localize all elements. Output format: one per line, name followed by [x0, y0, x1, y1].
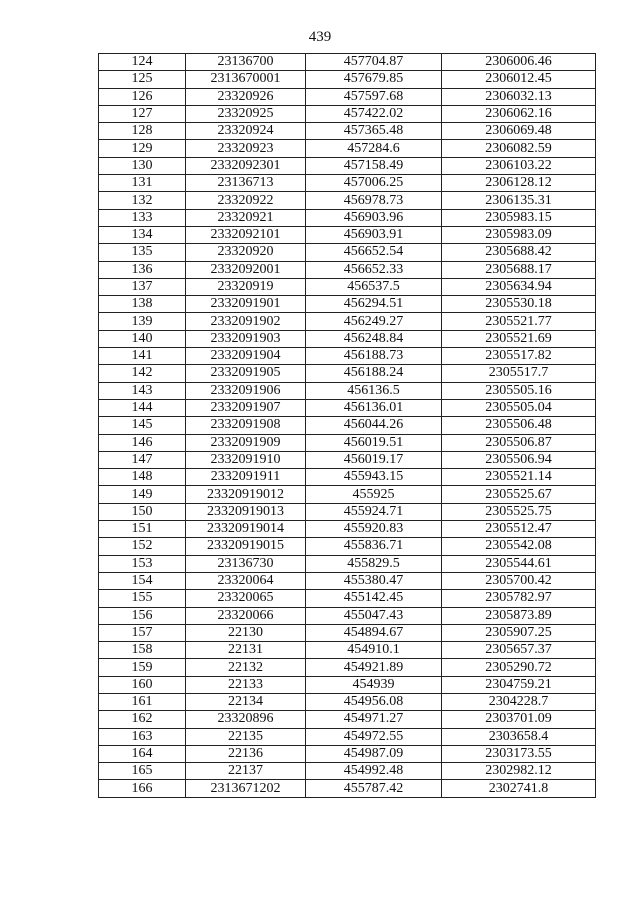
- y-coordinate-cell: 2305506.87: [442, 434, 596, 451]
- row-index-cell: 156: [99, 607, 186, 624]
- y-coordinate-cell: 2305983.15: [442, 209, 596, 226]
- y-coordinate-cell: 2303701.09: [442, 711, 596, 728]
- x-coordinate-cell: 454972.55: [306, 728, 442, 745]
- point-id-cell: 2313670001: [186, 71, 306, 88]
- point-id-cell: 23136713: [186, 175, 306, 192]
- point-id-cell: 23320065: [186, 590, 306, 607]
- row-index-cell: 139: [99, 313, 186, 330]
- row-index-cell: 151: [99, 521, 186, 538]
- table-row: [99, 745, 596, 762]
- y-coordinate-cell: 2302741.8: [442, 780, 596, 797]
- y-coordinate-cell: 2305983.09: [442, 226, 596, 243]
- table-row: [99, 711, 596, 728]
- x-coordinate-cell: 456294.51: [306, 296, 442, 313]
- x-coordinate-cell: 454987.09: [306, 745, 442, 762]
- x-coordinate-cell: 456978.73: [306, 192, 442, 209]
- x-coordinate-cell: 457704.87: [306, 54, 442, 71]
- y-coordinate-cell: 2306082.59: [442, 140, 596, 157]
- row-index-cell: 124: [99, 54, 186, 71]
- coordinates-table: [98, 53, 596, 798]
- table-row: [99, 261, 596, 278]
- x-coordinate-cell: 457597.68: [306, 88, 442, 105]
- table-row: [99, 763, 596, 780]
- table-row: [99, 226, 596, 243]
- row-index-cell: 159: [99, 659, 186, 676]
- x-coordinate-cell: 454992.48: [306, 763, 442, 780]
- y-coordinate-cell: 2305517.82: [442, 348, 596, 365]
- x-coordinate-cell: 456019.17: [306, 451, 442, 468]
- y-coordinate-cell: 2306103.22: [442, 157, 596, 174]
- row-index-cell: 157: [99, 624, 186, 641]
- table-row: [99, 417, 596, 434]
- row-index-cell: 155: [99, 590, 186, 607]
- row-index-cell: 164: [99, 745, 186, 762]
- row-index-cell: 143: [99, 382, 186, 399]
- table-row: [99, 140, 596, 157]
- y-coordinate-cell: 2305521.69: [442, 330, 596, 347]
- table-row: [99, 209, 596, 226]
- y-coordinate-cell: 2305505.04: [442, 399, 596, 416]
- point-id-cell: 22130: [186, 624, 306, 641]
- x-coordinate-cell: 455925: [306, 486, 442, 503]
- y-coordinate-cell: 2305290.72: [442, 659, 596, 676]
- table-row: [99, 486, 596, 503]
- row-index-cell: 158: [99, 642, 186, 659]
- x-coordinate-cell: 455787.42: [306, 780, 442, 797]
- x-coordinate-cell: 456903.91: [306, 226, 442, 243]
- point-id-cell: 23320921: [186, 209, 306, 226]
- point-id-cell: 23320920: [186, 244, 306, 261]
- x-coordinate-cell: 456537.5: [306, 278, 442, 295]
- row-index-cell: 127: [99, 105, 186, 122]
- point-id-cell: 2332091906: [186, 382, 306, 399]
- x-coordinate-cell: 456652.33: [306, 261, 442, 278]
- x-coordinate-cell: 456652.54: [306, 244, 442, 261]
- table-row: [99, 399, 596, 416]
- point-id-cell: 2332091902: [186, 313, 306, 330]
- table-row: [99, 728, 596, 745]
- table-row: [99, 382, 596, 399]
- x-coordinate-cell: 457006.25: [306, 175, 442, 192]
- y-coordinate-cell: 2305506.48: [442, 417, 596, 434]
- table-row: [99, 192, 596, 209]
- point-id-cell: 23320924: [186, 123, 306, 140]
- y-coordinate-cell: 2305907.25: [442, 624, 596, 641]
- point-id-cell: 23136730: [186, 555, 306, 572]
- point-id-cell: 23320919014: [186, 521, 306, 538]
- row-index-cell: 130: [99, 157, 186, 174]
- y-coordinate-cell: 2305521.14: [442, 469, 596, 486]
- x-coordinate-cell: 454971.27: [306, 711, 442, 728]
- x-coordinate-cell: 457422.02: [306, 105, 442, 122]
- point-id-cell: 2332092301: [186, 157, 306, 174]
- y-coordinate-cell: 2305657.37: [442, 642, 596, 659]
- y-coordinate-cell: 2306032.13: [442, 88, 596, 105]
- x-coordinate-cell: 456136.5: [306, 382, 442, 399]
- x-coordinate-cell: 455142.45: [306, 590, 442, 607]
- y-coordinate-cell: 2306006.46: [442, 54, 596, 71]
- table-row: [99, 780, 596, 797]
- row-index-cell: 133: [99, 209, 186, 226]
- x-coordinate-cell: 456044.26: [306, 417, 442, 434]
- point-id-cell: 22131: [186, 642, 306, 659]
- table-row: [99, 365, 596, 382]
- y-coordinate-cell: 2305688.17: [442, 261, 596, 278]
- y-coordinate-cell: 2305688.42: [442, 244, 596, 261]
- row-index-cell: 152: [99, 538, 186, 555]
- y-coordinate-cell: 2305505.16: [442, 382, 596, 399]
- row-index-cell: 160: [99, 676, 186, 693]
- y-coordinate-cell: 2305544.61: [442, 555, 596, 572]
- row-index-cell: 163: [99, 728, 186, 745]
- y-coordinate-cell: 2302982.12: [442, 763, 596, 780]
- y-coordinate-cell: 2306135.31: [442, 192, 596, 209]
- row-index-cell: 154: [99, 572, 186, 589]
- row-index-cell: 134: [99, 226, 186, 243]
- point-id-cell: 2313671202: [186, 780, 306, 797]
- table-row: [99, 607, 596, 624]
- x-coordinate-cell: 456188.73: [306, 348, 442, 365]
- x-coordinate-cell: 457284.6: [306, 140, 442, 157]
- x-coordinate-cell: 457679.85: [306, 71, 442, 88]
- point-id-cell: 23320922: [186, 192, 306, 209]
- row-index-cell: 140: [99, 330, 186, 347]
- row-index-cell: 144: [99, 399, 186, 416]
- x-coordinate-cell: 456903.96: [306, 209, 442, 226]
- row-index-cell: 145: [99, 417, 186, 434]
- table-row: [99, 123, 596, 140]
- y-coordinate-cell: 2304759.21: [442, 676, 596, 693]
- table-row: [99, 451, 596, 468]
- table-row: [99, 244, 596, 261]
- point-id-cell: 22133: [186, 676, 306, 693]
- x-coordinate-cell: 455920.83: [306, 521, 442, 538]
- y-coordinate-cell: 2305873.89: [442, 607, 596, 624]
- point-id-cell: 23320919: [186, 278, 306, 295]
- row-index-cell: 153: [99, 555, 186, 572]
- y-coordinate-cell: 2306062.16: [442, 105, 596, 122]
- x-coordinate-cell: 454910.1: [306, 642, 442, 659]
- point-id-cell: 23320926: [186, 88, 306, 105]
- x-coordinate-cell: 455943.15: [306, 469, 442, 486]
- point-id-cell: 23320066: [186, 607, 306, 624]
- point-id-cell: 23136700: [186, 54, 306, 71]
- x-coordinate-cell: 457365.48: [306, 123, 442, 140]
- row-index-cell: 162: [99, 711, 186, 728]
- table-row: [99, 521, 596, 538]
- table-row: [99, 348, 596, 365]
- point-id-cell: 23320923: [186, 140, 306, 157]
- table-row: [99, 538, 596, 555]
- y-coordinate-cell: 2305530.18: [442, 296, 596, 313]
- row-index-cell: 132: [99, 192, 186, 209]
- table-row: [99, 572, 596, 589]
- y-coordinate-cell: 2306128.12: [442, 175, 596, 192]
- coordinates-table-body: [99, 54, 596, 798]
- row-index-cell: 161: [99, 693, 186, 710]
- x-coordinate-cell: 456019.51: [306, 434, 442, 451]
- x-coordinate-cell: 456248.84: [306, 330, 442, 347]
- y-coordinate-cell: 2304228.7: [442, 693, 596, 710]
- point-id-cell: 22136: [186, 745, 306, 762]
- y-coordinate-cell: 2305512.47: [442, 521, 596, 538]
- point-id-cell: 2332091903: [186, 330, 306, 347]
- point-id-cell: 23320919013: [186, 503, 306, 520]
- table-row: [99, 624, 596, 641]
- point-id-cell: 2332091907: [186, 399, 306, 416]
- point-id-cell: 2332091911: [186, 469, 306, 486]
- x-coordinate-cell: 455924.71: [306, 503, 442, 520]
- row-index-cell: 137: [99, 278, 186, 295]
- table-row: [99, 175, 596, 192]
- x-coordinate-cell: 455836.71: [306, 538, 442, 555]
- point-id-cell: 23320064: [186, 572, 306, 589]
- table-row: [99, 555, 596, 572]
- x-coordinate-cell: 456188.24: [306, 365, 442, 382]
- x-coordinate-cell: 454894.67: [306, 624, 442, 641]
- row-index-cell: 125: [99, 71, 186, 88]
- point-id-cell: 23320919015: [186, 538, 306, 555]
- row-index-cell: 148: [99, 469, 186, 486]
- y-coordinate-cell: 2306012.45: [442, 71, 596, 88]
- table-row: [99, 71, 596, 88]
- y-coordinate-cell: 2303173.55: [442, 745, 596, 762]
- point-id-cell: 2332091905: [186, 365, 306, 382]
- table-row: [99, 54, 596, 71]
- table-row: [99, 157, 596, 174]
- y-coordinate-cell: 2305634.94: [442, 278, 596, 295]
- y-coordinate-cell: 2303658.4: [442, 728, 596, 745]
- row-index-cell: 165: [99, 763, 186, 780]
- point-id-cell: 2332091904: [186, 348, 306, 365]
- point-id-cell: 22137: [186, 763, 306, 780]
- row-index-cell: 141: [99, 348, 186, 365]
- x-coordinate-cell: 455380.47: [306, 572, 442, 589]
- x-coordinate-cell: 455829.5: [306, 555, 442, 572]
- row-index-cell: 146: [99, 434, 186, 451]
- table-row: [99, 105, 596, 122]
- y-coordinate-cell: 2305506.94: [442, 451, 596, 468]
- row-index-cell: 131: [99, 175, 186, 192]
- point-id-cell: 23320919012: [186, 486, 306, 503]
- table-row: [99, 330, 596, 347]
- row-index-cell: 128: [99, 123, 186, 140]
- y-coordinate-cell: 2305525.67: [442, 486, 596, 503]
- point-id-cell: 2332092101: [186, 226, 306, 243]
- row-index-cell: 136: [99, 261, 186, 278]
- table-row: [99, 88, 596, 105]
- point-id-cell: 2332092001: [186, 261, 306, 278]
- x-coordinate-cell: 454939: [306, 676, 442, 693]
- x-coordinate-cell: 454956.08: [306, 693, 442, 710]
- table-row: [99, 434, 596, 451]
- point-id-cell: 22135: [186, 728, 306, 745]
- table-row: [99, 278, 596, 295]
- x-coordinate-cell: 456249.27: [306, 313, 442, 330]
- y-coordinate-cell: 2305517.7: [442, 365, 596, 382]
- table-row: [99, 659, 596, 676]
- table-row: [99, 313, 596, 330]
- point-id-cell: 23320925: [186, 105, 306, 122]
- y-coordinate-cell: 2305525.75: [442, 503, 596, 520]
- point-id-cell: 2332091901: [186, 296, 306, 313]
- table-row: [99, 469, 596, 486]
- point-id-cell: 22134: [186, 693, 306, 710]
- table-row: [99, 296, 596, 313]
- table-row: [99, 590, 596, 607]
- page-number: 439: [308, 29, 332, 45]
- row-index-cell: 166: [99, 780, 186, 797]
- point-id-cell: 2332091908: [186, 417, 306, 434]
- point-id-cell: 23320896: [186, 711, 306, 728]
- row-index-cell: 129: [99, 140, 186, 157]
- point-id-cell: 2332091909: [186, 434, 306, 451]
- row-index-cell: 135: [99, 244, 186, 261]
- row-index-cell: 138: [99, 296, 186, 313]
- x-coordinate-cell: 454921.89: [306, 659, 442, 676]
- row-index-cell: 150: [99, 503, 186, 520]
- table-row: [99, 503, 596, 520]
- y-coordinate-cell: 2305782.97: [442, 590, 596, 607]
- x-coordinate-cell: 457158.49: [306, 157, 442, 174]
- table-row: [99, 693, 596, 710]
- row-index-cell: 142: [99, 365, 186, 382]
- y-coordinate-cell: 2306069.48: [442, 123, 596, 140]
- row-index-cell: 147: [99, 451, 186, 468]
- y-coordinate-cell: 2305700.42: [442, 572, 596, 589]
- x-coordinate-cell: 455047.43: [306, 607, 442, 624]
- point-id-cell: 22132: [186, 659, 306, 676]
- row-index-cell: 149: [99, 486, 186, 503]
- x-coordinate-cell: 456136.01: [306, 399, 442, 416]
- y-coordinate-cell: 2305542.08: [442, 538, 596, 555]
- row-index-cell: 126: [99, 88, 186, 105]
- point-id-cell: 2332091910: [186, 451, 306, 468]
- y-coordinate-cell: 2305521.77: [442, 313, 596, 330]
- table-row: [99, 676, 596, 693]
- table-row: [99, 642, 596, 659]
